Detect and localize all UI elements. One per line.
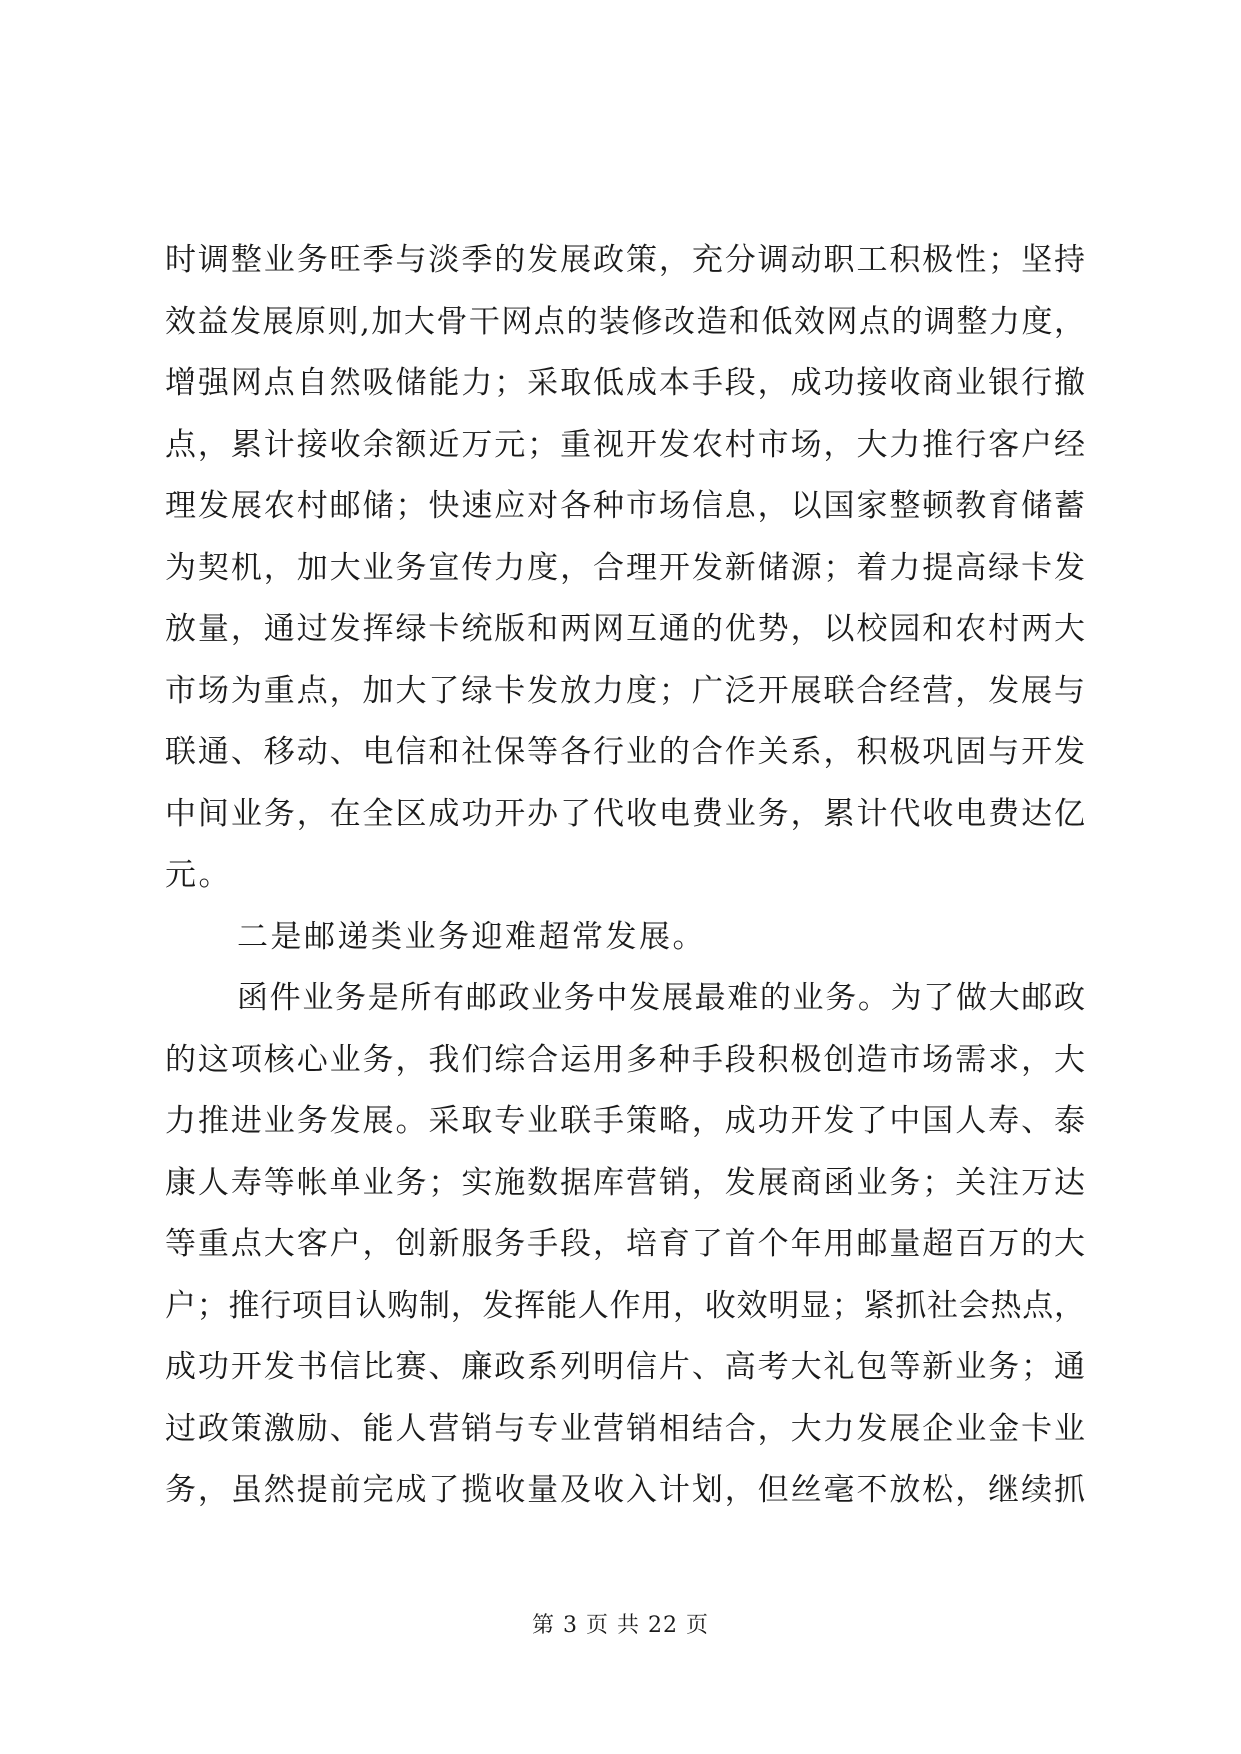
text-line: 中间业务，在全区成功开办了代收电费业务，累计代收电费达亿 xyxy=(165,795,1085,832)
text-line: 函件业务是所有邮政业务中发展最难的业务。为了做大邮政 xyxy=(237,980,1085,1016)
text-line: 联通、移动、电信和社保等各行业的合作关系，积极巩固与开发 xyxy=(165,734,1085,770)
section-heading: 二是邮递类业务迎难超常发展。 xyxy=(237,918,706,955)
page-number-footer: 第 3 页 共 22 页 xyxy=(532,1613,709,1638)
text-line: 元。 xyxy=(165,857,232,893)
text-line: 增强网点自然吸储能力；采取低成本手段，成功接收商业银行撤 xyxy=(165,365,1085,401)
text-line: 效益发展原则,加大骨干网点的装修改造和低效网点的调整力度， xyxy=(165,303,1085,340)
text-line: 力推进业务发展。采取专业联手策略，成功开发了中国人寿、泰 xyxy=(165,1103,1085,1139)
text-line: 康人寿等帐单业务；实施数据库营销，发展商函业务；关注万达 xyxy=(165,1164,1085,1201)
text-line: 的这项核心业务，我们综合运用多种手段积极创造市场需求，大 xyxy=(165,1041,1085,1078)
text-line: 务，虽然提前完成了揽收量及收入计划，但丝毫不放松，继续抓 xyxy=(165,1472,1085,1508)
body-text xyxy=(165,230,1085,1522)
text-line: 放量，通过发挥绿卡统版和两网互通的优势，以校园和农村两大 xyxy=(165,611,1085,647)
text-line: 为契机，加大业务宣传力度，合理开发新储源；着力提高绿卡发 xyxy=(165,549,1085,586)
text-line: 点，累计接收余额近万元；重视开发农村市场，大力推行客户经 xyxy=(165,426,1085,463)
text-line: 理发展农村邮储；快速应对各种市场信息，以国家整顿教育储蓄 xyxy=(165,488,1085,524)
text-line: 过政策激励、能人营销与专业营销相结合，大力发展企业金卡业 xyxy=(165,1410,1085,1447)
text-line: 成功开发书信比赛、廉政系列明信片、高考大礼包等新业务；通 xyxy=(165,1349,1085,1385)
text-line: 等重点大客户，创新服务手段，培育了首个年用邮量超百万的大 xyxy=(165,1226,1085,1262)
text-line: 户；推行项目认购制，发挥能人作用，收效明显；紧抓社会热点， xyxy=(165,1287,1085,1324)
text-line: 时调整业务旺季与淡季的发展政策，充分调动职工积极性；坚持 xyxy=(165,242,1085,278)
text-line: 市场为重点，加大了绿卡发放力度；广泛开展联合经营，发展与 xyxy=(165,672,1085,709)
